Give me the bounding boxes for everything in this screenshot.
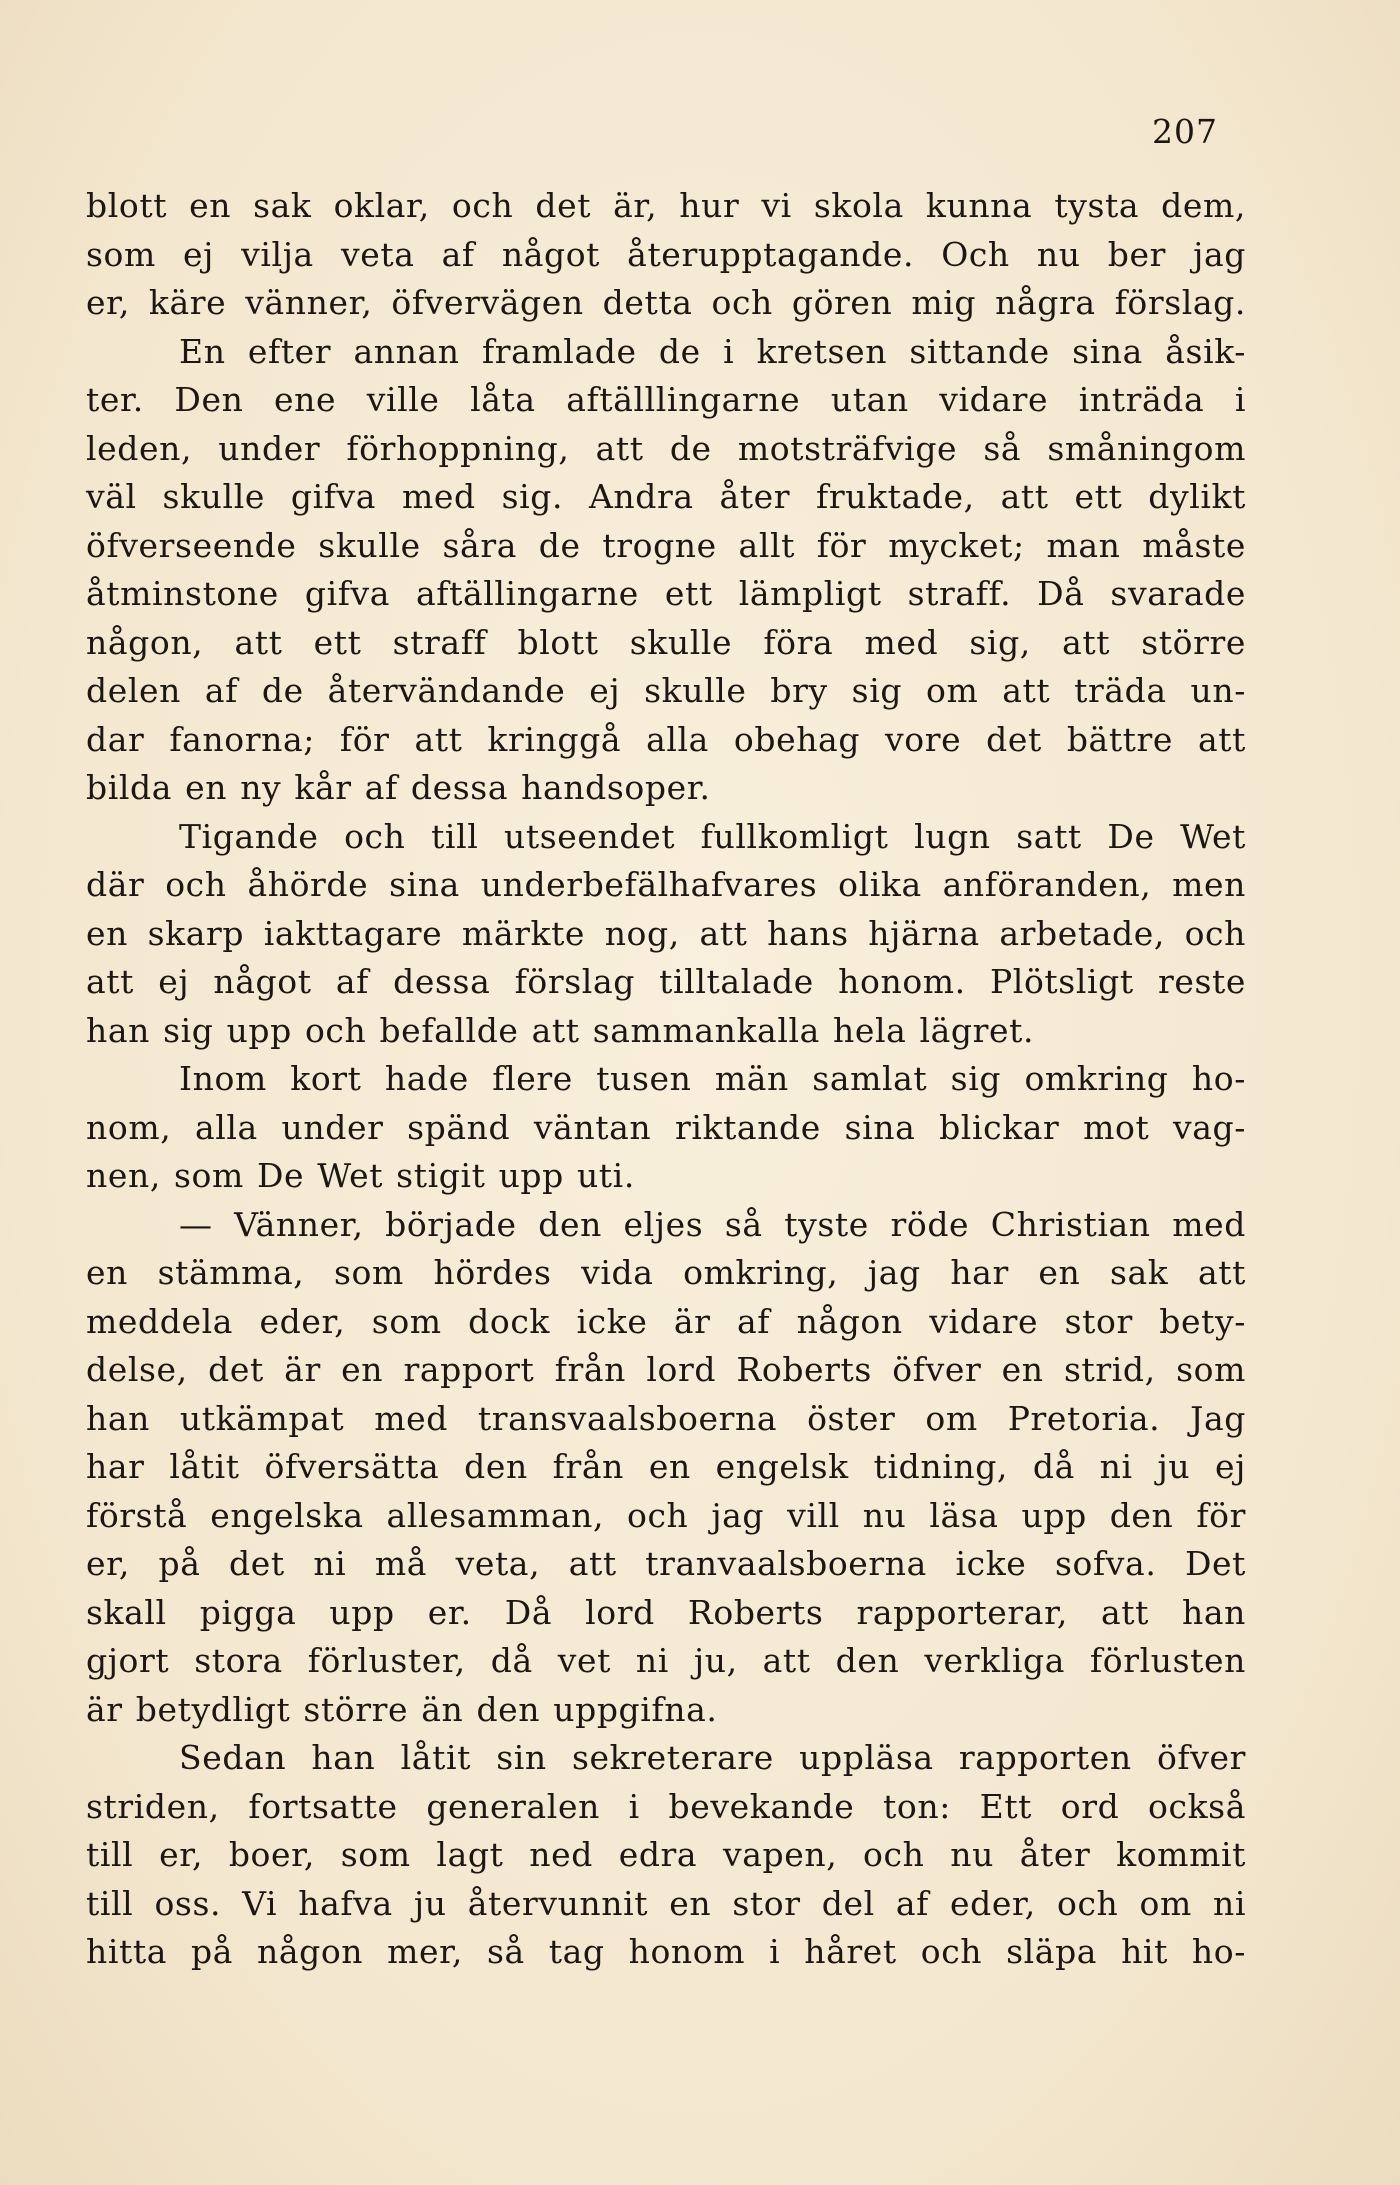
text-line: delen af de återvändande ej skulle bry sig om att träda un- — [86, 671, 1246, 710]
text-line: till er, boer, som lagt ned edra vapen, och nu åter kommit — [86, 1835, 1246, 1874]
text-line: till oss. Vi hafva ju återvunnit en stor del af eder, och om ni — [86, 1883, 1246, 1923]
text-line: gjort stora förluster, då vet ni ju, att den verkliga förlusten — [86, 1641, 1246, 1680]
text-line: åtminstone gifva aftällingarne ett lämpligt straff. Då svarade — [86, 574, 1246, 613]
text-line: en skarp iakttagare märkte nog, att hans hjärna arbetade, och — [86, 913, 1246, 953]
paragraph-start-line: En efter annan framlade de i kretsen sittande sina åsik- — [179, 331, 1246, 371]
paragraph-start-line: Tigande och till utseendet fullkomligt lugn satt De Wet — [179, 816, 1246, 856]
text-line: meddela eder, som dock icke är af någon vidare stor bety- — [86, 1301, 1246, 1341]
text-line: leden, under förhoppning, att de motsträfvige så småningom — [86, 428, 1246, 468]
text-line: öfverseende skulle såra de trogne allt för mycket; man måste — [86, 525, 1246, 565]
text-line: väl skulle gifva med sig. Andra åter fruktade, att ett dylikt — [86, 477, 1246, 516]
text-line: ter. Den ene ville låta aftälllingarne utan vidare inträda i — [86, 380, 1246, 419]
text-line: har låtit öfversätta den från en engelsk tidning, då ni ju ej — [86, 1447, 1246, 1486]
paragraph-end-line: han sig upp och befallde att sammankalla hela lägret. — [86, 1010, 1035, 1050]
text-line: nom, alla under spänd väntan riktande sina blickar mot vag- — [86, 1107, 1246, 1147]
text-line: en stämma, som hördes vida omkring, jag har en sak att — [86, 1253, 1246, 1292]
text-line: hitta på någon mer, så tag honom i håret och släpa hit ho- — [86, 1932, 1246, 1971]
text-line: någon, att ett straff blott skulle föra med sig, att större — [86, 622, 1246, 662]
paragraph-end-line: är betydligt större än den uppgifna. — [86, 1689, 718, 1729]
text-line: delse, det är en rapport från lord Roberts öfver en strid, som — [86, 1350, 1246, 1389]
paragraph-end-line: nen, som De Wet stigit upp uti. — [86, 1156, 635, 1195]
text-line: där och åhörde sina underbefälhafvares olika anföranden, men — [86, 865, 1246, 904]
text-line: striden, fortsatte generalen i bevekande ton: Ett ord också — [86, 1786, 1246, 1826]
text-line: skall pigga upp er. Då lord Roberts rapporterar, att han — [86, 1592, 1246, 1632]
text-line: han utkämpat med transvaalsboerna öster om Pretoria. Jag — [86, 1398, 1246, 1438]
paragraph-end-line: bilda en ny kår af dessa handsoper. — [86, 768, 711, 807]
text-line: er, käre vänner, öfvervägen detta och gören mig några förslag. — [86, 283, 1246, 322]
text-line: att ej något af dessa förslag tilltalade honom. Plötsligt reste — [86, 962, 1246, 1001]
text-line: förstå engelska allesamman, och jag vill nu läsa upp den för — [86, 1495, 1246, 1535]
paragraph-start-line: Inom kort hade flere tusen män samlat sig omkring ho- — [179, 1059, 1246, 1098]
text-line: som ej vilja veta af något återupptagande. Och nu ber jag — [86, 234, 1246, 274]
text-line: blott en sak oklar, och det är, hur vi skola kunna tysta dem, — [86, 186, 1246, 225]
text-line: er, på det ni må veta, att tranvaalsboerna icke sofva. Det — [86, 1544, 1246, 1583]
paragraph-start-line: — Vänner, började den eljes så tyste röde Christian med — [179, 1204, 1246, 1244]
paragraph-start-line: Sedan han låtit sin sekreterare uppläsa rapporten öfver — [179, 1738, 1246, 1777]
page-number: 207 — [1152, 112, 1218, 151]
body-text — [86, 182, 1246, 1977]
text-line: dar fanorna; för att kringgå alla obehag vore det bättre att — [86, 719, 1246, 759]
